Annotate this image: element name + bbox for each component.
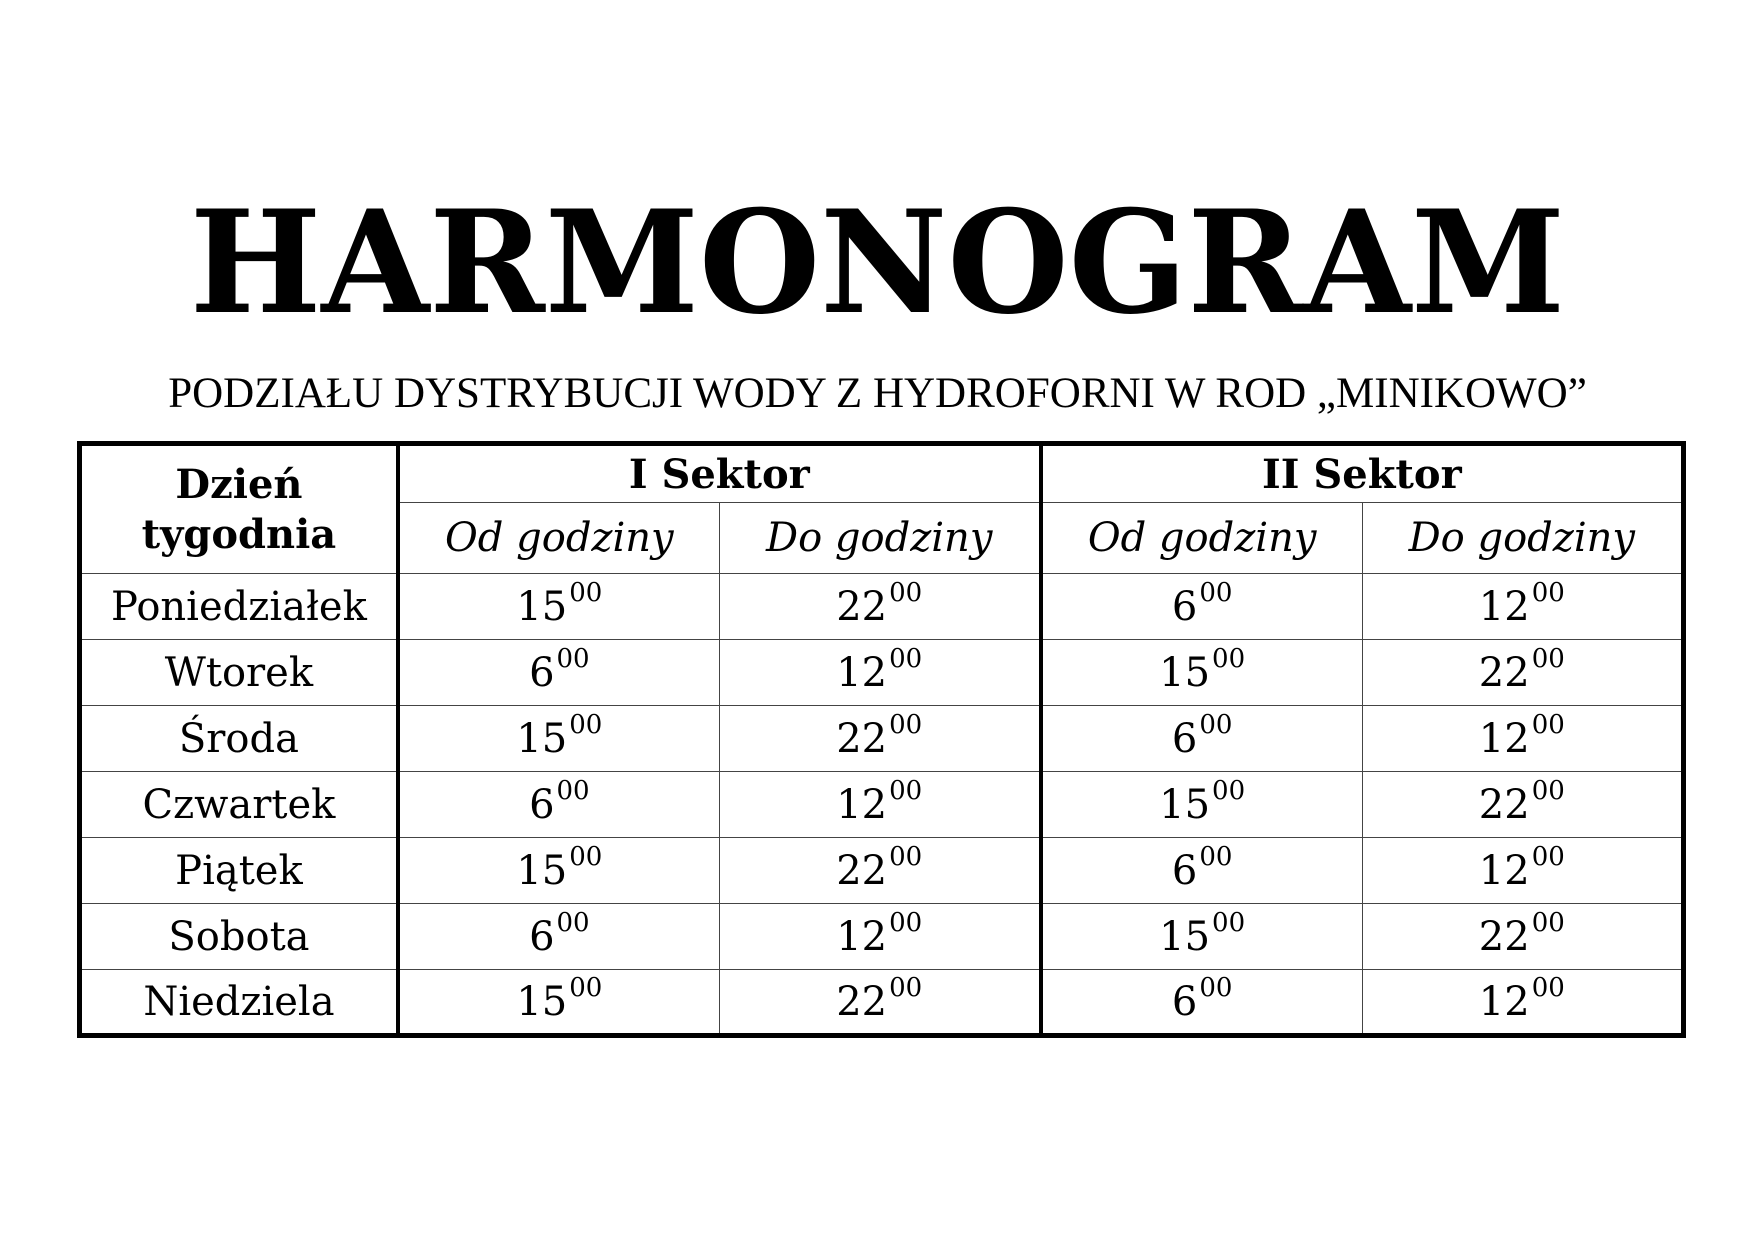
hour-value: 22 — [836, 583, 888, 630]
minute-value: 00 — [569, 842, 603, 873]
hour-value: 15 — [516, 978, 568, 1025]
sector-1-to-cell — [719, 574, 1040, 640]
minute-value: 00 — [569, 973, 603, 1004]
minute-value: 00 — [1531, 776, 1565, 807]
minute-value: 00 — [889, 776, 923, 807]
table-row — [80, 640, 1684, 706]
schedule-table — [77, 441, 1686, 1038]
hour-value: 6 — [1171, 583, 1198, 630]
minute-value: 00 — [1199, 842, 1233, 873]
sector-1-from-cell — [398, 838, 719, 904]
day-cell: Niedziela — [80, 970, 398, 1036]
sector-2-to-header: Do godziny — [1362, 503, 1683, 574]
day-cell: Sobota — [80, 904, 398, 970]
minute-value: 00 — [1212, 776, 1246, 807]
minute-value: 00 — [556, 776, 590, 807]
hour-value: 15 — [516, 583, 568, 630]
minute-value: 00 — [1199, 973, 1233, 1004]
sector-2-to-cell — [1362, 904, 1683, 970]
sector-1-to-cell — [719, 772, 1040, 838]
day-cell: Czwartek — [80, 772, 398, 838]
sector-1-to-cell — [719, 970, 1040, 1036]
schedule-body — [80, 574, 1684, 1036]
hour-value: 6 — [1171, 715, 1198, 762]
minute-value: 00 — [1531, 578, 1565, 609]
minute-value: 00 — [889, 908, 923, 939]
sector-2-from-cell — [1041, 640, 1362, 706]
hour-value: 6 — [529, 913, 555, 960]
minute-value: 00 — [569, 578, 603, 609]
hour-value: 15 — [1159, 781, 1211, 828]
sector-2-to-cell — [1362, 838, 1683, 904]
hour-value: 6 — [1171, 978, 1198, 1025]
sector-1-from-cell — [398, 904, 719, 970]
sector-1-from-cell — [398, 640, 719, 706]
hour-value: 22 — [1478, 781, 1530, 828]
page-title: HARMONOGRAM — [189, 180, 1566, 346]
hour-value: 22 — [836, 847, 888, 894]
table-row — [80, 838, 1684, 904]
sector-2-from-cell — [1041, 970, 1362, 1036]
day-cell: Środa — [80, 706, 398, 772]
day-header-line2: tygodnia — [141, 510, 337, 558]
hour-value: 12 — [836, 781, 888, 828]
page-subtitle: PODZIAŁU DYSTRYBUCJI WODY Z HYDROFORNI W ROD „MINIKOWO” — [168, 370, 1587, 417]
sector-2-from-cell — [1041, 706, 1362, 772]
hour-value: 12 — [1478, 715, 1530, 762]
table-row — [80, 904, 1684, 970]
minute-value: 00 — [1531, 710, 1565, 741]
sector-2-to-cell — [1362, 970, 1683, 1036]
minute-value: 00 — [1531, 973, 1565, 1004]
hour-value: 22 — [836, 715, 888, 762]
day-cell: Poniedziałek — [80, 574, 398, 640]
hour-value: 6 — [1171, 847, 1198, 894]
hour-value: 6 — [529, 649, 555, 696]
minute-value: 00 — [1212, 644, 1246, 675]
minute-value: 00 — [1531, 908, 1565, 939]
minute-value: 00 — [1531, 644, 1565, 675]
table-row — [80, 970, 1684, 1036]
sector-1-from-cell — [398, 970, 719, 1036]
sector-2-from-cell — [1041, 574, 1362, 640]
minute-value: 00 — [889, 644, 923, 675]
minute-value: 00 — [556, 644, 590, 675]
sector-2-to-cell — [1362, 772, 1683, 838]
table-row — [80, 772, 1684, 838]
sector-1-to-cell — [719, 838, 1040, 904]
sector-2-header: II Sektor — [1041, 444, 1684, 503]
hour-value: 22 — [1478, 913, 1530, 960]
day-header-line1: Dzień — [175, 460, 303, 508]
sector-1-to-cell — [719, 640, 1040, 706]
hour-value: 6 — [529, 781, 555, 828]
day-cell: Wtorek — [80, 640, 398, 706]
sector-1-to-cell — [719, 706, 1040, 772]
hour-value: 12 — [1478, 847, 1530, 894]
minute-value: 00 — [1531, 842, 1565, 873]
sector-1-header: I Sektor — [398, 444, 1041, 503]
sector-1-from-cell — [398, 772, 719, 838]
sector-1-from-header: Od godziny — [398, 503, 719, 574]
hour-value: 15 — [1159, 913, 1211, 960]
day-cell: Piątek — [80, 838, 398, 904]
sector-2-from-cell — [1041, 838, 1362, 904]
sector-2-from-cell — [1041, 904, 1362, 970]
sector-2-to-cell — [1362, 706, 1683, 772]
minute-value: 00 — [556, 908, 590, 939]
sector-2-to-cell — [1362, 640, 1683, 706]
sector-2-from-cell — [1041, 772, 1362, 838]
sector-1-from-cell — [398, 574, 719, 640]
hour-value: 12 — [1478, 978, 1530, 1025]
minute-value: 00 — [569, 710, 603, 741]
minute-value: 00 — [1199, 710, 1233, 741]
hour-value: 15 — [516, 847, 568, 894]
hour-value: 12 — [836, 913, 888, 960]
hour-value: 15 — [516, 715, 568, 762]
minute-value: 00 — [889, 578, 923, 609]
hour-value: 22 — [1478, 649, 1530, 696]
sector-2-from-header: Od godziny — [1041, 503, 1362, 574]
sector-1-to-cell — [719, 904, 1040, 970]
hour-value: 12 — [1478, 583, 1530, 630]
table-row — [80, 706, 1684, 772]
hour-value: 12 — [836, 649, 888, 696]
sector-1-from-cell — [398, 706, 719, 772]
minute-value: 00 — [889, 842, 923, 873]
sector-2-to-cell — [1362, 574, 1683, 640]
sector-1-to-header: Do godziny — [719, 503, 1040, 574]
hour-value: 15 — [1159, 649, 1211, 696]
minute-value: 00 — [1199, 578, 1233, 609]
day-column-header — [80, 444, 398, 574]
hour-value: 22 — [836, 978, 888, 1025]
table-row — [80, 574, 1684, 640]
minute-value: 00 — [889, 710, 923, 741]
minute-value: 00 — [1212, 908, 1246, 939]
minute-value: 00 — [889, 973, 923, 1004]
